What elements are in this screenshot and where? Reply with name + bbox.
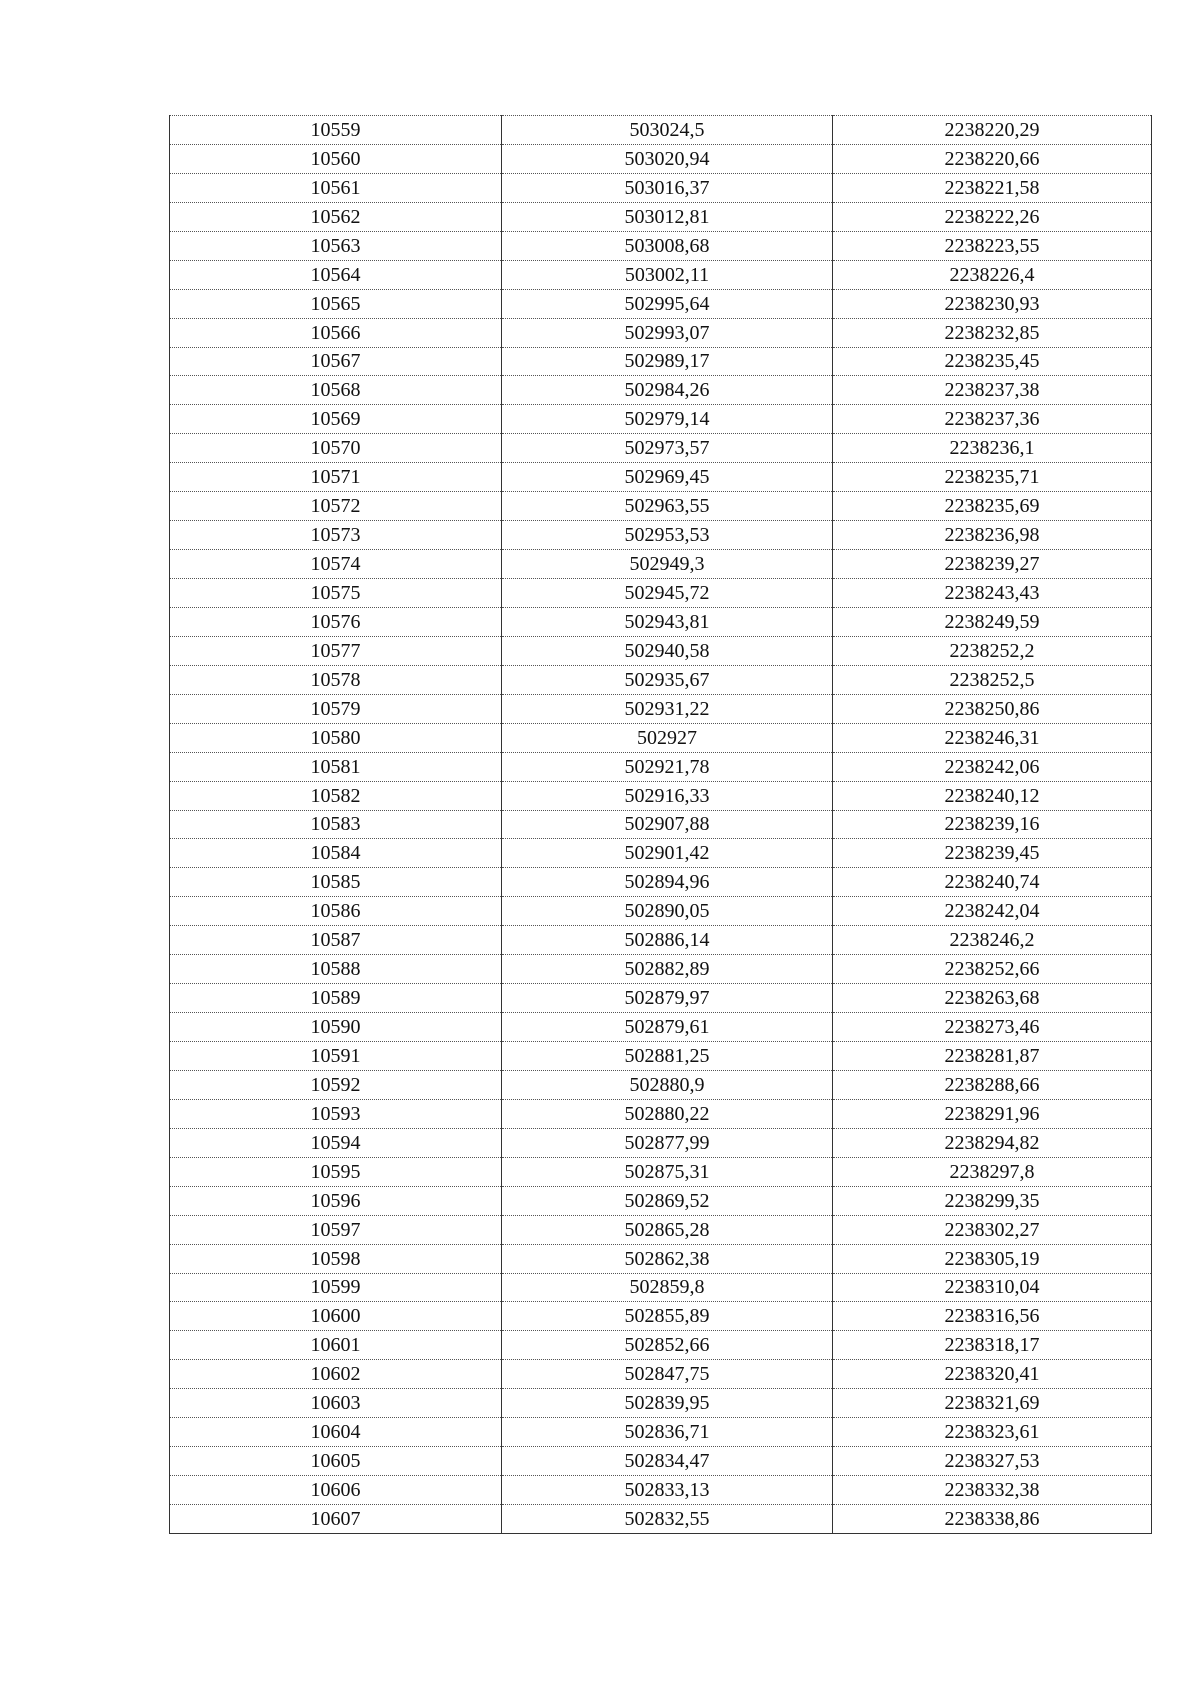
- point-number-cell: 10597: [170, 1215, 502, 1244]
- y-coordinate-cell: 2238252,5: [833, 665, 1152, 694]
- y-coordinate-cell: 2238297,8: [833, 1157, 1152, 1186]
- x-coordinate-cell: 502879,61: [502, 1013, 833, 1042]
- point-number-cell: 10580: [170, 723, 502, 752]
- table-row: [170, 173, 1152, 202]
- table-row: [170, 752, 1152, 781]
- table-row: [170, 665, 1152, 694]
- x-coordinate-cell: 502979,14: [502, 405, 833, 434]
- table-row: [170, 260, 1152, 289]
- table-row: [170, 1042, 1152, 1071]
- table-row: [170, 1215, 1152, 1244]
- x-coordinate-cell: 502989,17: [502, 347, 833, 376]
- point-number-cell: 10607: [170, 1505, 502, 1534]
- table-row: [170, 1302, 1152, 1331]
- table-row: [170, 694, 1152, 723]
- x-coordinate-cell: 502890,05: [502, 897, 833, 926]
- y-coordinate-cell: 2238239,27: [833, 550, 1152, 579]
- point-number-cell: 10564: [170, 260, 502, 289]
- table-row: [170, 231, 1152, 260]
- x-coordinate-cell: 502945,72: [502, 579, 833, 608]
- point-number-cell: 10593: [170, 1099, 502, 1128]
- point-number-cell: 10596: [170, 1186, 502, 1215]
- point-number-cell: 10604: [170, 1418, 502, 1447]
- x-coordinate-cell: 502869,52: [502, 1186, 833, 1215]
- x-coordinate-cell: 502836,71: [502, 1418, 833, 1447]
- y-coordinate-cell: 2238221,58: [833, 173, 1152, 202]
- x-coordinate-cell: 502833,13: [502, 1476, 833, 1505]
- point-number-cell: 10578: [170, 665, 502, 694]
- table-row: [170, 1418, 1152, 1447]
- table-row: [170, 376, 1152, 405]
- coordinates-table-body: [170, 116, 1152, 1534]
- table-row: [170, 868, 1152, 897]
- point-number-cell: 10584: [170, 839, 502, 868]
- table-row: [170, 144, 1152, 173]
- point-number-cell: 10587: [170, 926, 502, 955]
- x-coordinate-cell: 503012,81: [502, 202, 833, 231]
- y-coordinate-cell: 2238223,55: [833, 231, 1152, 260]
- y-coordinate-cell: 2238252,2: [833, 636, 1152, 665]
- point-number-cell: 10598: [170, 1244, 502, 1273]
- y-coordinate-cell: 2238320,41: [833, 1360, 1152, 1389]
- y-coordinate-cell: 2238239,45: [833, 839, 1152, 868]
- table-row: [170, 1389, 1152, 1418]
- y-coordinate-cell: 2238240,12: [833, 781, 1152, 810]
- table-row: [170, 984, 1152, 1013]
- y-coordinate-cell: 2238321,69: [833, 1389, 1152, 1418]
- table-row: [170, 463, 1152, 492]
- y-coordinate-cell: 2238299,35: [833, 1186, 1152, 1215]
- y-coordinate-cell: 2238332,38: [833, 1476, 1152, 1505]
- x-coordinate-cell: 502847,75: [502, 1360, 833, 1389]
- x-coordinate-cell: 502886,14: [502, 926, 833, 955]
- x-coordinate-cell: 502973,57: [502, 434, 833, 463]
- point-number-cell: 10590: [170, 1013, 502, 1042]
- y-coordinate-cell: 2238338,86: [833, 1505, 1152, 1534]
- point-number-cell: 10579: [170, 694, 502, 723]
- point-number-cell: 10603: [170, 1389, 502, 1418]
- table-row: [170, 1505, 1152, 1534]
- y-coordinate-cell: 2238305,19: [833, 1244, 1152, 1273]
- x-coordinate-cell: 502931,22: [502, 694, 833, 723]
- y-coordinate-cell: 2238220,66: [833, 144, 1152, 173]
- table-row: [170, 492, 1152, 521]
- point-number-cell: 10571: [170, 463, 502, 492]
- table-row: [170, 1070, 1152, 1099]
- x-coordinate-cell: 502880,22: [502, 1099, 833, 1128]
- y-coordinate-cell: 2238230,93: [833, 289, 1152, 318]
- point-number-cell: 10575: [170, 579, 502, 608]
- x-coordinate-cell: 502940,58: [502, 636, 833, 665]
- y-coordinate-cell: 2238246,31: [833, 723, 1152, 752]
- x-coordinate-cell: 502865,28: [502, 1215, 833, 1244]
- point-number-cell: 10561: [170, 173, 502, 202]
- y-coordinate-cell: 2238250,86: [833, 694, 1152, 723]
- y-coordinate-cell: 2238236,98: [833, 521, 1152, 550]
- point-number-cell: 10601: [170, 1331, 502, 1360]
- table-row: [170, 289, 1152, 318]
- point-number-cell: 10599: [170, 1273, 502, 1302]
- x-coordinate-cell: 502852,66: [502, 1331, 833, 1360]
- y-coordinate-cell: 2238273,46: [833, 1013, 1152, 1042]
- y-coordinate-cell: 2238263,68: [833, 984, 1152, 1013]
- y-coordinate-cell: 2238236,1: [833, 434, 1152, 463]
- y-coordinate-cell: 2238242,06: [833, 752, 1152, 781]
- y-coordinate-cell: 2238243,43: [833, 579, 1152, 608]
- table-row: [170, 1447, 1152, 1476]
- x-coordinate-cell: 502921,78: [502, 752, 833, 781]
- x-coordinate-cell: 503002,11: [502, 260, 833, 289]
- table-row: [170, 1244, 1152, 1273]
- point-number-cell: 10600: [170, 1302, 502, 1331]
- y-coordinate-cell: 2238222,26: [833, 202, 1152, 231]
- table-row: [170, 434, 1152, 463]
- table-row: [170, 318, 1152, 347]
- point-number-cell: 10567: [170, 347, 502, 376]
- point-number-cell: 10576: [170, 607, 502, 636]
- table-row: [170, 810, 1152, 839]
- x-coordinate-cell: 502949,3: [502, 550, 833, 579]
- x-coordinate-cell: 502875,31: [502, 1157, 833, 1186]
- table-row: [170, 636, 1152, 665]
- x-coordinate-cell: 502907,88: [502, 810, 833, 839]
- point-number-cell: 10586: [170, 897, 502, 926]
- y-coordinate-cell: 2238318,17: [833, 1331, 1152, 1360]
- table-row: [170, 781, 1152, 810]
- table-row: [170, 1273, 1152, 1302]
- table-row: [170, 955, 1152, 984]
- point-number-cell: 10572: [170, 492, 502, 521]
- point-number-cell: 10563: [170, 231, 502, 260]
- x-coordinate-cell: 502879,97: [502, 984, 833, 1013]
- table-row: [170, 405, 1152, 434]
- table-row: [170, 1476, 1152, 1505]
- y-coordinate-cell: 2238220,29: [833, 116, 1152, 145]
- y-coordinate-cell: 2238235,45: [833, 347, 1152, 376]
- point-number-cell: 10589: [170, 984, 502, 1013]
- x-coordinate-cell: 502894,96: [502, 868, 833, 897]
- point-number-cell: 10583: [170, 810, 502, 839]
- x-coordinate-cell: 502862,38: [502, 1244, 833, 1273]
- x-coordinate-cell: 503008,68: [502, 231, 833, 260]
- table-row: [170, 1157, 1152, 1186]
- table-row: [170, 1013, 1152, 1042]
- x-coordinate-cell: 502855,89: [502, 1302, 833, 1331]
- point-number-cell: 10562: [170, 202, 502, 231]
- y-coordinate-cell: 2238291,96: [833, 1099, 1152, 1128]
- y-coordinate-cell: 2238226,4: [833, 260, 1152, 289]
- y-coordinate-cell: 2238323,61: [833, 1418, 1152, 1447]
- table-row: [170, 347, 1152, 376]
- x-coordinate-cell: 502953,53: [502, 521, 833, 550]
- table-row: [170, 1128, 1152, 1157]
- point-number-cell: 10594: [170, 1128, 502, 1157]
- point-number-cell: 10588: [170, 955, 502, 984]
- table-row: [170, 202, 1152, 231]
- x-coordinate-cell: 502877,99: [502, 1128, 833, 1157]
- point-number-cell: 10565: [170, 289, 502, 318]
- point-number-cell: 10569: [170, 405, 502, 434]
- x-coordinate-cell: 503016,37: [502, 173, 833, 202]
- y-coordinate-cell: 2238235,69: [833, 492, 1152, 521]
- y-coordinate-cell: 2238239,16: [833, 810, 1152, 839]
- x-coordinate-cell: 502969,45: [502, 463, 833, 492]
- y-coordinate-cell: 2238327,53: [833, 1447, 1152, 1476]
- y-coordinate-cell: 2238252,66: [833, 955, 1152, 984]
- x-coordinate-cell: 502881,25: [502, 1042, 833, 1071]
- y-coordinate-cell: 2238281,87: [833, 1042, 1152, 1071]
- y-coordinate-cell: 2238240,74: [833, 868, 1152, 897]
- point-number-cell: 10581: [170, 752, 502, 781]
- point-number-cell: 10606: [170, 1476, 502, 1505]
- y-coordinate-cell: 2238288,66: [833, 1070, 1152, 1099]
- table-row: [170, 897, 1152, 926]
- table-row: [170, 1360, 1152, 1389]
- y-coordinate-cell: 2238302,27: [833, 1215, 1152, 1244]
- x-coordinate-cell: 502882,89: [502, 955, 833, 984]
- point-number-cell: 10566: [170, 318, 502, 347]
- x-coordinate-cell: 502984,26: [502, 376, 833, 405]
- x-coordinate-cell: 502993,07: [502, 318, 833, 347]
- point-number-cell: 10602: [170, 1360, 502, 1389]
- y-coordinate-cell: 2238237,36: [833, 405, 1152, 434]
- x-coordinate-cell: 503020,94: [502, 144, 833, 173]
- table-row: [170, 926, 1152, 955]
- y-coordinate-cell: 2238249,59: [833, 607, 1152, 636]
- y-coordinate-cell: 2238237,38: [833, 376, 1152, 405]
- table-row: [170, 607, 1152, 636]
- x-coordinate-cell: 502832,55: [502, 1505, 833, 1534]
- point-number-cell: 10605: [170, 1447, 502, 1476]
- table-row: [170, 116, 1152, 145]
- table-row: [170, 1099, 1152, 1128]
- y-coordinate-cell: 2238242,04: [833, 897, 1152, 926]
- x-coordinate-cell: 502834,47: [502, 1447, 833, 1476]
- point-number-cell: 10568: [170, 376, 502, 405]
- point-number-cell: 10595: [170, 1157, 502, 1186]
- y-coordinate-cell: 2238246,2: [833, 926, 1152, 955]
- x-coordinate-cell: 502859,8: [502, 1273, 833, 1302]
- table-row: [170, 1186, 1152, 1215]
- y-coordinate-cell: 2238310,04: [833, 1273, 1152, 1302]
- table-row: [170, 723, 1152, 752]
- y-coordinate-cell: 2238316,56: [833, 1302, 1152, 1331]
- point-number-cell: 10582: [170, 781, 502, 810]
- table-row: [170, 839, 1152, 868]
- table-row: [170, 550, 1152, 579]
- y-coordinate-cell: 2238235,71: [833, 463, 1152, 492]
- x-coordinate-cell: 502927: [502, 723, 833, 752]
- point-number-cell: 10559: [170, 116, 502, 145]
- table-row: [170, 521, 1152, 550]
- x-coordinate-cell: 502995,64: [502, 289, 833, 318]
- x-coordinate-cell: 502963,55: [502, 492, 833, 521]
- x-coordinate-cell: 502880,9: [502, 1070, 833, 1099]
- table-row: [170, 1331, 1152, 1360]
- x-coordinate-cell: 502916,33: [502, 781, 833, 810]
- point-number-cell: 10577: [170, 636, 502, 665]
- point-number-cell: 10570: [170, 434, 502, 463]
- point-number-cell: 10585: [170, 868, 502, 897]
- x-coordinate-cell: 502839,95: [502, 1389, 833, 1418]
- x-coordinate-cell: 502901,42: [502, 839, 833, 868]
- x-coordinate-cell: 502935,67: [502, 665, 833, 694]
- y-coordinate-cell: 2238294,82: [833, 1128, 1152, 1157]
- point-number-cell: 10560: [170, 144, 502, 173]
- x-coordinate-cell: 502943,81: [502, 607, 833, 636]
- point-number-cell: 10591: [170, 1042, 502, 1071]
- y-coordinate-cell: 2238232,85: [833, 318, 1152, 347]
- point-number-cell: 10592: [170, 1070, 502, 1099]
- coordinates-table: [169, 115, 1152, 1534]
- point-number-cell: 10574: [170, 550, 502, 579]
- x-coordinate-cell: 503024,5: [502, 116, 833, 145]
- point-number-cell: 10573: [170, 521, 502, 550]
- table-row: [170, 579, 1152, 608]
